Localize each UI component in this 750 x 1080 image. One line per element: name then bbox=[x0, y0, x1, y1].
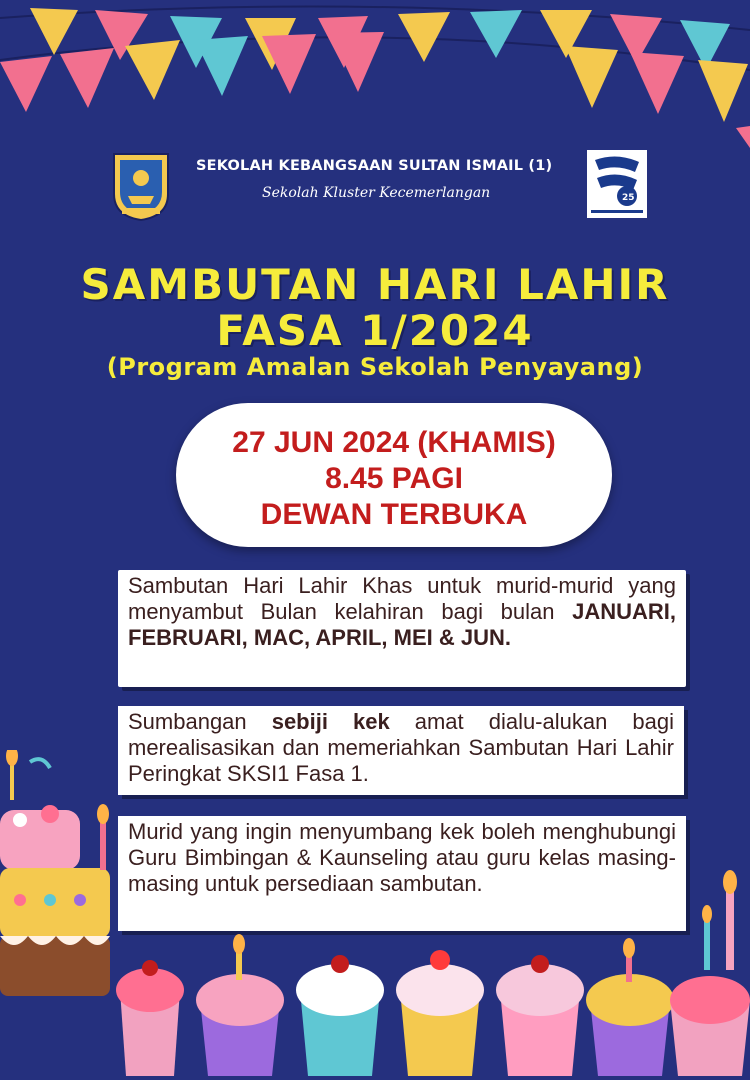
contact-text: Murid yang ingin menyumbang kek boleh menghubungi Guru Bimbingan & Kaunseling atau guru kelas masing-masing untuk persediaan sambutan. bbox=[128, 819, 676, 896]
cupcakes-row-icon bbox=[0, 930, 750, 1076]
info-box-months bbox=[118, 570, 686, 687]
bunting-flags-icon bbox=[0, 0, 750, 150]
info-box-contact bbox=[118, 816, 686, 931]
poster-subtitle: (Program Amalan Sekolah Penyayang) bbox=[106, 353, 644, 381]
event-date: 27 JUN 2024 (KHAMIS) bbox=[232, 426, 556, 459]
months-list: JANUARI, FEBRUARI, MAC, APRIL, MEI & JUN. bbox=[128, 599, 676, 650]
cluster-school-25-logo-icon bbox=[587, 150, 647, 218]
info-box-cake-contribution bbox=[118, 706, 684, 795]
svg-text:25: 25 bbox=[622, 193, 635, 203]
cake-text-after: amat dialu-alukan bagi merealisasikan dan memeriahkan Sambutan Hari Lahir Peringkat SKSI1 Fasa 1. bbox=[128, 709, 674, 786]
school-name: SEKOLAH KEBANGSAAN SULTAN ISMAIL (1) bbox=[196, 158, 553, 174]
school-crest-icon bbox=[106, 150, 176, 222]
event-venue: DEWAN TERBUKA bbox=[260, 498, 528, 531]
event-time: 8.45 PAGI bbox=[325, 462, 463, 495]
event-details-box bbox=[176, 403, 612, 547]
school-tagline: Sekolah Kluster Kecemerlangan bbox=[262, 185, 491, 201]
cake-text-before: Sumbangan bbox=[128, 709, 272, 734]
months-text: Sambutan Hari Lahir Khas untuk murid-murid yang menyambut Bulan kelahiran bagi bulan bbox=[128, 573, 676, 624]
cake-bold: sebiji kek bbox=[271, 709, 390, 734]
candle-icon bbox=[690, 870, 750, 980]
poster-title-line-2: FASA 1/2024 bbox=[216, 306, 534, 355]
poster-title-line-1: SAMBUTAN HARI LAHIR bbox=[80, 260, 670, 309]
